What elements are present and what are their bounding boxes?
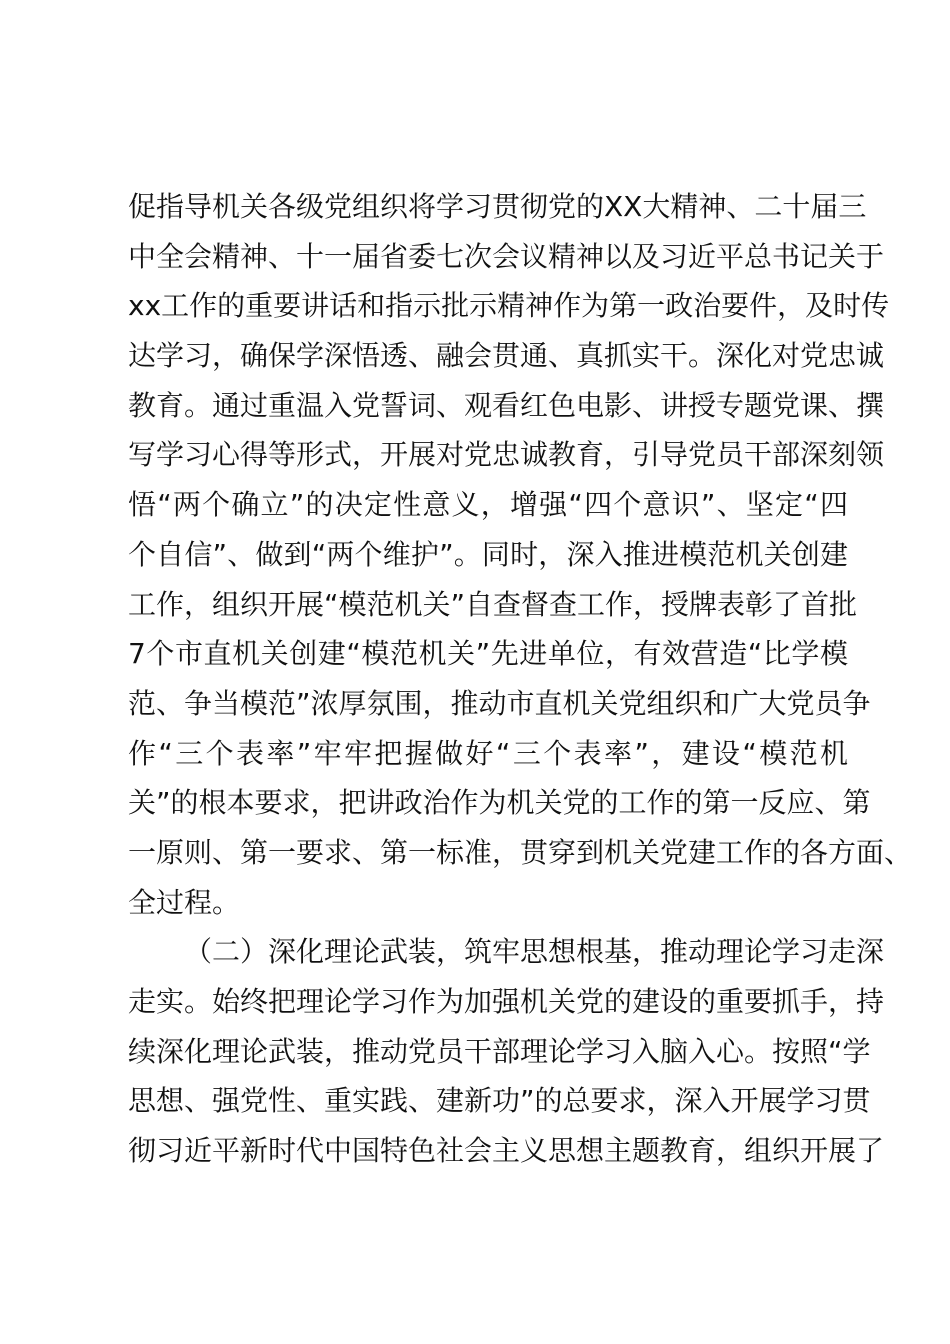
paragraph-1-line: 一原则、第一要求、第一标准，贯穿到机关党建工作的各方面、 — [128, 835, 913, 869]
paragraph-1-line: xx工作的重要讲话和指示批示精神作为第一政治要件，及时传 — [128, 289, 890, 323]
paragraph-2-line: 续深化理论武装，推动党员干部理论学习入脑入心。按照“学 — [128, 1034, 871, 1068]
paragraph-2-line: 走实。始终把理论学习作为加强机关党的建设的重要抓手，持 — [128, 985, 885, 1018]
paragraph-1-line: 中全会精神、十一届省委七次会议精神以及习近平总书记关于 — [128, 239, 885, 273]
paragraph-1-line: 工作，组织开展“模范机关”自查督查工作，授牌表彰了首批 — [128, 587, 858, 621]
paragraph-2 — [128, 927, 885, 1175]
paragraph-1-line: 作“三个表率”牢牢把握做好“三个表率”，建设“模范机 — [128, 736, 848, 770]
document-body — [128, 182, 913, 1176]
paragraph-1-line: 教育。通过重温入党誓词、观看红色电影、讲授专题党课、撰 — [128, 388, 885, 422]
paragraph-1-line: 范、争当模范”浓厚氛围，推动市直机关党组织和广大党员争 — [128, 686, 871, 720]
paragraph-1-line: 促指导机关各级党组织将学习贯彻党的XX大精神、二十届三 — [128, 190, 867, 223]
paragraph-1 — [128, 182, 913, 927]
paragraph-1-line: 达学习，确保学深悟透、融会贯通、真抓实干。深化对党忠诚 — [128, 339, 885, 373]
paragraph-1-line: 悟“两个确立”的决定性意义，增强“四个意识”、坚定“四 — [128, 488, 848, 522]
paragraph-1-line: 全过程。 — [128, 885, 241, 919]
paragraph-1-line: 个自信”、做到“两个维护”。同时，深入推进模范机关创建 — [128, 537, 848, 571]
paragraph-2-line: 思想、强党性、重实践、建新功”的总要求，深入开展学习贯 — [128, 1084, 871, 1118]
paragraph-1-line: 关”的根本要求，把讲政治作为机关党的工作的第一反应、第 — [128, 786, 871, 820]
paragraph-1-line: 写学习心得等形式，开展对党忠诚教育，引导党员干部深刻领 — [128, 438, 885, 472]
paragraph-2-line: 彻习近平新时代中国特色社会主义思想主题教育，组织开展了 — [128, 1134, 885, 1168]
paragraph-2-heading-line: （二）深化理论武装，筑牢思想根基，推动理论学习走深 — [184, 935, 885, 969]
paragraph-1-line: 7个市直机关创建“模范机关”先进单位，有效营造“比学模 — [128, 637, 848, 671]
